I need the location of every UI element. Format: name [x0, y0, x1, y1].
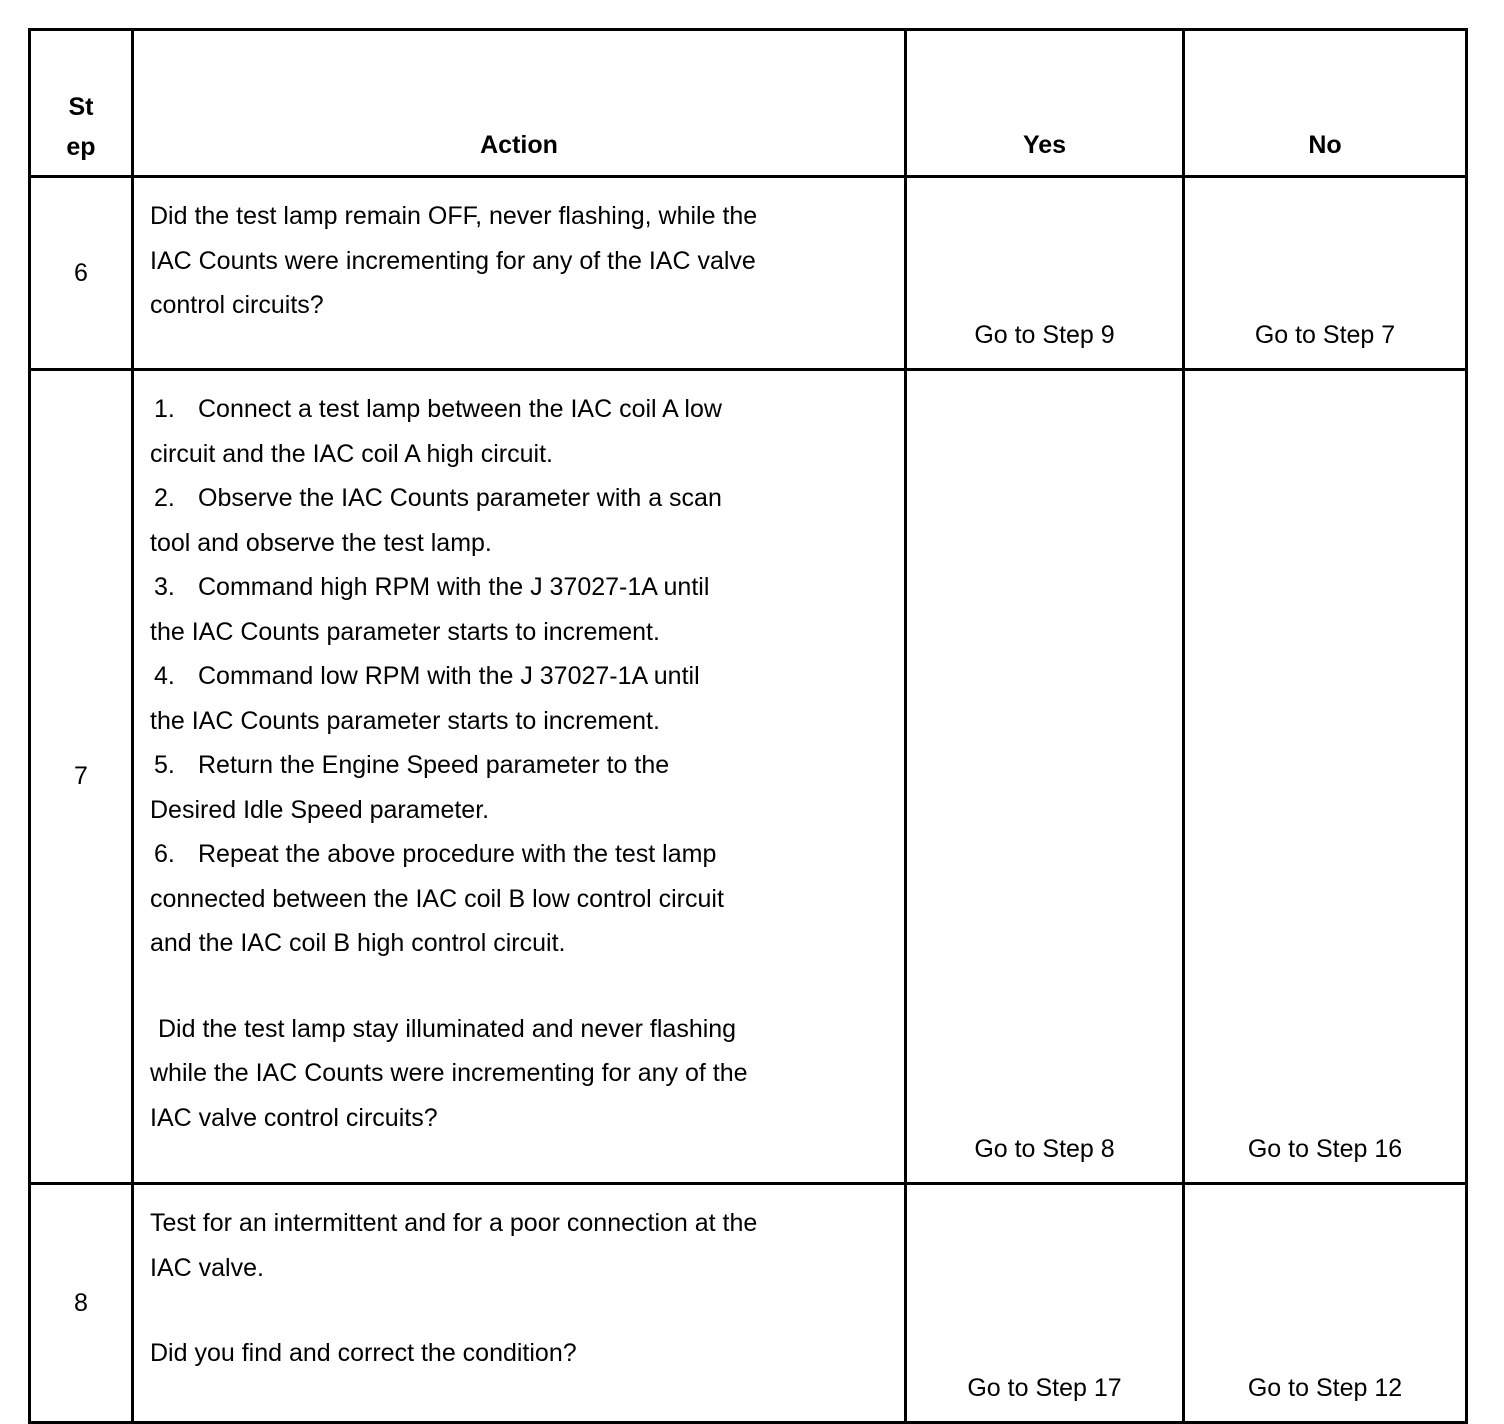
- header-no: No: [1184, 30, 1467, 177]
- item-number: 3.: [154, 573, 175, 601]
- diagnostic-table: [28, 28, 1468, 1424]
- no-result: Go to Step 12: [1184, 1184, 1467, 1423]
- item-text: Return the Engine Speed parameter to the: [198, 751, 670, 779]
- yes-result: Go to Step 8: [906, 370, 1184, 1184]
- item-continuation: circuit and the IAC coil A high circuit.: [150, 439, 553, 468]
- item-text: Observe the IAC Counts parameter with a scan: [198, 484, 722, 512]
- question-line: while the IAC Counts were incrementing for any of the: [150, 1059, 748, 1087]
- action-line: Did the test lamp remain OFF, never flashing, while the: [150, 202, 758, 230]
- yes-result: Go to Step 9: [906, 177, 1184, 370]
- item-number: 4.: [154, 662, 175, 690]
- header-step-line1: St: [68, 93, 94, 121]
- item-number: 1.: [154, 395, 175, 423]
- header-step: [30, 30, 133, 177]
- table-row-step-6: [30, 177, 1467, 370]
- item-continuation: and the IAC coil B high control circuit.: [150, 929, 566, 957]
- action-line: control circuits?: [150, 291, 324, 319]
- item-number: 6.: [154, 840, 175, 868]
- step-number: 6: [30, 177, 133, 370]
- header-row: [30, 30, 1467, 177]
- procedure-item: [150, 743, 884, 788]
- table-row-step-7: [30, 370, 1467, 1184]
- procedure-item: [150, 832, 884, 877]
- action-cell: [133, 370, 906, 1184]
- no-result: Go to Step 16: [1184, 370, 1467, 1184]
- spacer: [150, 1290, 884, 1331]
- item-number: 5.: [154, 751, 175, 779]
- step-number: 7: [30, 370, 133, 1184]
- action-line: Test for an intermittent and for a poor connection at the: [150, 1209, 758, 1237]
- action-line: IAC Counts were incrementing for any of the IAC valve: [150, 246, 756, 275]
- procedure-item: [150, 654, 884, 699]
- step-number: 8: [30, 1184, 133, 1423]
- procedure-item: [150, 565, 884, 610]
- action-cell: [133, 177, 906, 370]
- header-yes: Yes: [906, 30, 1184, 177]
- item-text: Command high RPM with the J 37027-1A until: [198, 573, 710, 601]
- item-continuation: tool and observe the test lamp.: [150, 528, 492, 557]
- yes-result: Go to Step 17: [906, 1184, 1184, 1423]
- item-text: Command low RPM with the J 37027-1A until: [198, 662, 700, 690]
- action-cell: [133, 1184, 906, 1423]
- item-text: Repeat the above procedure with the test lamp: [198, 840, 717, 868]
- question-line: Did you find and correct the condition?: [150, 1339, 577, 1367]
- item-number: 2.: [154, 484, 175, 512]
- item-continuation: Desired Idle Speed parameter.: [150, 795, 490, 824]
- spacer: [150, 966, 884, 1007]
- no-result: Go to Step 7: [1184, 177, 1467, 370]
- question-line: IAC valve control circuits?: [150, 1103, 438, 1132]
- header-step-line2: ep: [66, 133, 96, 161]
- table-row-step-8: [30, 1184, 1467, 1423]
- item-continuation: the IAC Counts parameter starts to increment.: [150, 706, 660, 735]
- procedure-item: [150, 476, 884, 521]
- header-action: Action: [133, 30, 906, 177]
- item-continuation: the IAC Counts parameter starts to increment.: [150, 617, 660, 646]
- item-continuation: connected between the IAC coil B low control circuit: [150, 884, 724, 913]
- action-line: IAC valve.: [150, 1253, 264, 1282]
- procedure-item: [150, 387, 884, 432]
- item-text: Connect a test lamp between the IAC coil A low: [198, 395, 722, 423]
- question-line: Did the test lamp stay illuminated and never flashing: [158, 1014, 737, 1043]
